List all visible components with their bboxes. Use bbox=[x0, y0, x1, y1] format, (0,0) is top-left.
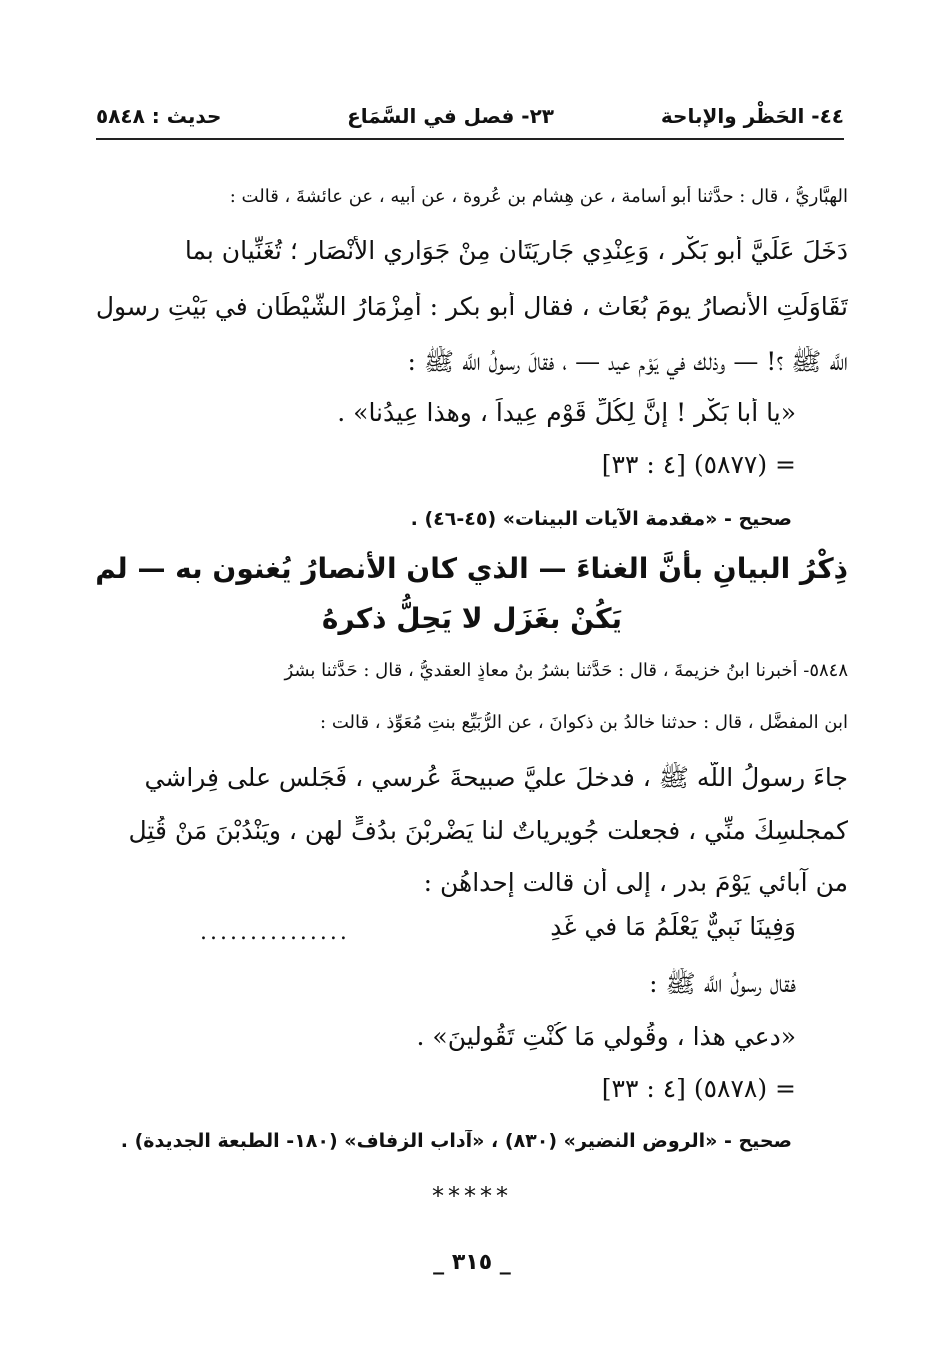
text-line: «يا أبا بَكْر ! إنَّ لِكُلِّ قَوْم عِيداً ، وهذا عِيدُنا» . bbox=[337, 398, 796, 427]
text-line: تَقَاوَلَتِ الأنصارُ يومَ بُعَاث ، فقال أبو بكر : أَمِزْمَارُ الشَّيْطَان في بَيْتِ رسول bbox=[96, 292, 848, 321]
section-heading-line-1: ذِكْرُ البيانِ بأنَّ الغناءَ — الذي كان الأنصارُ يُغنون به — لم bbox=[95, 552, 848, 585]
text-line: اللَّه ﷺ ؟! — وذلك في يَوْم عيد — ، فقالَ رسولُ اللَّه ﷺ : bbox=[407, 347, 848, 376]
text-line: «دعي هذا ، وقُولي مَا كُنْتِ تَقُولينَ» . bbox=[416, 1022, 796, 1051]
text-line: دَخَلَ عَلَيَّ أبو بَكْر ، وَعِنْدِي جَارِيَتَان مِنْ جَوَارِي الأَنْصَار ؛ تُغَنِّيان بما bbox=[184, 236, 848, 265]
text-line: كمجلسِكَ منِّي ، فجعلت جُويرياتٌ لنا يَضْرِبْنَ بدُفٍّ لهن ، ويَنْدُبْنَ مَنْ قُتِل bbox=[128, 816, 848, 845]
page-number: _ ٣١٥ _ bbox=[433, 1250, 511, 1275]
running-header bbox=[96, 96, 844, 136]
poetry-verse: وَفِينَا نَبِيٌّ يَعْلَمُ مَا في غَدِ bbox=[550, 912, 796, 941]
text-line: ابن المفضَّل ، قال : حدثنا خالدُ بن ذكوانَ ، عن الرُّبَيِّع بنتِ مُعَوِّذ ، قالت : bbox=[320, 712, 848, 733]
text-line: ٥٨٤٨- أخبرنا ابنُ خزيمةَ ، قال : حَدَّثنا بشرُ بنُ معاذٍ العقديُّ ، قال : حَدَّثنا بشرُ bbox=[284, 660, 848, 681]
text-line: جاءَ رسولُ اللَّه ﷺ ، فدخلَ عليَّ صبيحةَ عُرسي ، فَجَلس على فِراشي bbox=[144, 763, 848, 792]
cross-reference: = (٥٨٧٧) [٤ : ٣٣] bbox=[601, 450, 796, 479]
section-separator-stars: ***** bbox=[432, 1182, 512, 1210]
header-rule bbox=[96, 138, 844, 140]
text-line: الهبَّاريُّ ، قال : حدَّثنا أبو أُسامة ، عن هِشام بن عُروة ، عن أبيه ، عن عائشةَ ، قالت : bbox=[229, 186, 848, 207]
hadith-number: حديث : ٥٨٤٨ bbox=[96, 104, 222, 128]
section-heading-line-2: يَكُنْ بغَزَل لا يَحِلُّ ذكرهُ bbox=[321, 602, 623, 635]
text-line: فقال رسولُ اللَّه ﷺ : bbox=[649, 969, 796, 998]
book-title: ٤٤- الحَظْر والإباحة bbox=[660, 104, 844, 128]
ellipsis-dots: ............... bbox=[200, 920, 350, 940]
text-line: من آبائي يَوْمَ بدر ، إلى أن قالت إحداهُن : bbox=[423, 868, 848, 897]
grading-note: صحيح - «الروض النضير» (٨٣٠) ، «آداب الزفاف» (١٨٠- الطبعة الجديدة) . bbox=[120, 1130, 792, 1152]
grading-note: صحيح - «مقدمة الآيات البينات» (٤٥-٤٦) . bbox=[410, 508, 792, 530]
cross-reference: = (٥٨٧٨) [٤ : ٣٣] bbox=[601, 1074, 796, 1103]
chapter-title: ٢٣- فصل في السَّمَاع bbox=[347, 104, 554, 128]
